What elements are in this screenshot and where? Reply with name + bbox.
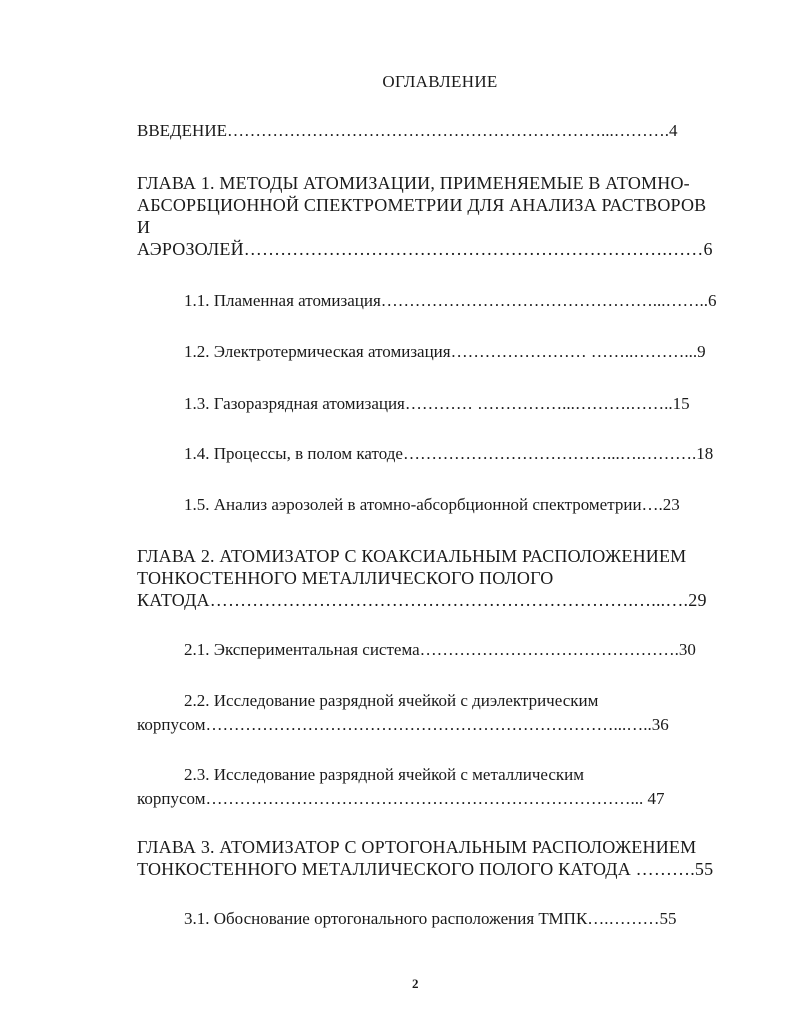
toc-chapter-2-line-2: ТОНКОСТЕННОГО МЕТАЛЛИЧЕСКОГО ПОЛОГО [137,568,554,588]
toc-chapter-2-line-3: КАТОДА…………………………………………………………….…...….29 [137,590,707,610]
toc-section-1-3: 1.3. Газоразрядная атомизация………… ……………...……….……..15 [184,394,690,413]
toc-chapter-3-line-2: ТОНКОСТЕННОГО МЕТАЛЛИЧЕСКОГО ПОЛОГО КАТОДА ……….55 [137,859,714,879]
toc-chapter-3-line-1: ГЛАВА 3. АТОМИЗАТОР С ОРТОГОНАЛЬНЫМ РАСПОЛОЖЕНИЕМ [137,837,697,857]
toc-chapter-2-line-1: ГЛАВА 2. АТОМИЗАТОР С КОАКСИАЛЬНЫМ РАСПОЛОЖЕНИЕМ [137,546,687,566]
toc-section-2-3-line-2: корпусом…………………………………………………………………... 47 [137,789,665,808]
toc-section-2-1: 2.1. Экспериментальная система……………………………………….30 [184,640,696,659]
toc-chapter-1-line-3: И [137,217,151,237]
toc-section-3-1: 3.1. Обоснование ортогонального расположения ТМПК….………55 [184,909,677,928]
toc-section-1-2: 1.2. Электротермическая атомизация…………………… ……..………...9 [184,342,706,361]
toc-chapter-1-line-2: АБСОРБЦИОННОЙ СПЕКТРОМЕТРИИ ДЛЯ АНАЛИЗА РАСТВОРОВ [137,195,707,215]
toc-section-2-2-line-1: 2.2. Исследование разрядной ячейкой с диэлектрическим [184,691,599,710]
toc-section-1-5: 1.5. Анализ аэрозолей в атомно-абсорбционной спектрометрии….23 [184,495,680,514]
toc-section-1-4: 1.4. Процессы, в полом катоде………………………………...….……….18 [184,444,714,463]
toc-chapter-1-line-1: ГЛАВА 1. МЕТОДЫ АТОМИЗАЦИИ, ПРИМЕНЯЕМЫЕ В АТОМНО- [137,173,690,193]
toc-entry-intro: ВВЕДЕНИЕ…………………………………………………………...……….4 [137,121,678,140]
page-title: ОГЛАВЛЕНИЕ [382,72,498,91]
toc-chapter-1-line-4: АЭРОЗОЛЕЙ…………………………………………………………….……6 [137,239,713,259]
toc-section-1-1: 1.1. Пламенная атомизация…………………………………………...……..6 [184,291,717,310]
toc-section-2-3-line-1: 2.3. Исследование разрядной ячейкой с металлическим [184,765,585,784]
page-number: 2 [412,976,419,991]
toc-section-2-2-line-2: корпусом………………………………………………………………...…..36 [137,715,669,734]
